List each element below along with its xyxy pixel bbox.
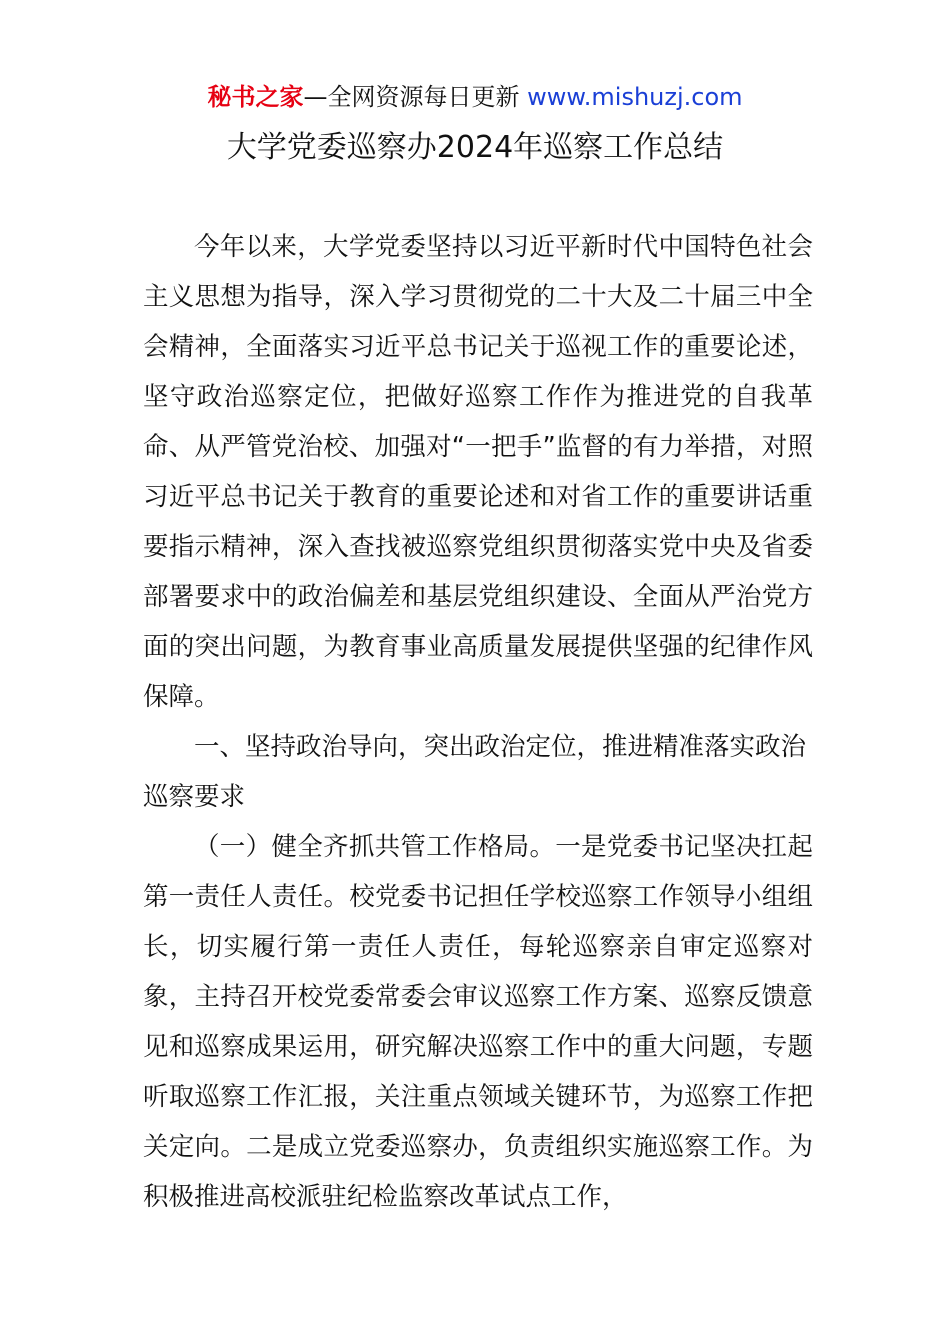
header-tagline: —全网资源每日更新 xyxy=(303,83,528,111)
subsection-paragraph: （一）健全齐抓共管工作格局。一是党委书记坚决扛起第一责任人责任。校党委书记担任学校巡察工作领导小组组长，切实履行第一责任人责任，每轮巡察亲自审定巡察对象，主持召开校党委常委会审议巡察工作方案、巡察反馈意见和巡察成果运用，研究解决巡察工作中的重大问题，专题听取巡察工作汇报，关注重点领域关键环节，为巡察工作把关定向。二是成立党委巡察办，负责组织实施巡察工作。为积极推进高校派驻纪检监察改革试点工作， xyxy=(143,832,813,1212)
intro-paragraph: 今年以来，大学党委坚持以习近平新时代中国特色社会主义思想为指导，深入学习贯彻党的二十大及二十届三中全会精神，全面落实习近平总书记关于巡视工作的重要论述，坚守政治巡察定位，把做好巡察工作作为推进党的自我革命、从严管党治校、加强对“一把手”监督的有力举措，对照习近平总书记关于教育的重要论述和对省工作的重要讲话重要指示精神，深入查找被巡察党组织贯彻落实党中央及省委部署要求中的政治偏差和基层党组织建设、全面从严治党方面的突出问题，为教育事业高质量发展提供坚强的纪律作风保障。 xyxy=(143,232,813,712)
document-body xyxy=(143,222,813,1222)
document-title: 大学党委巡察办2024年巡察工作总结 xyxy=(226,130,724,165)
section-heading: 一、坚持政治导向，突出政治定位，推进精准落实政治巡察要求 xyxy=(143,732,807,812)
header-url[interactable]: www.mishuzj.com xyxy=(527,83,743,111)
brand-name: 秘书之家 xyxy=(207,83,304,111)
site-header xyxy=(0,82,950,112)
